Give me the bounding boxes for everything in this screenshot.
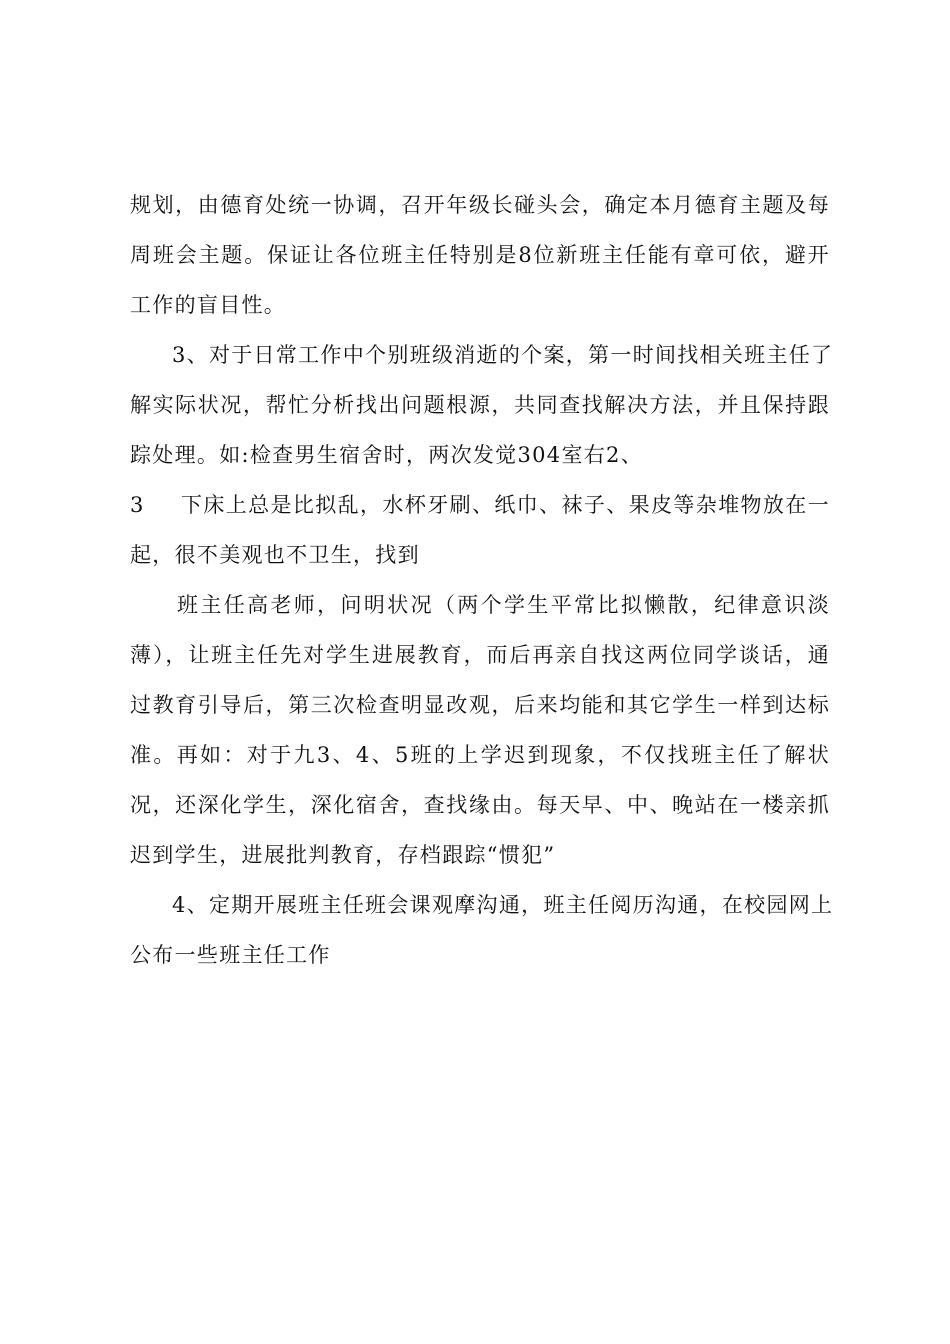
text-line: 下床上总是比拟乱，水杯牙刷、纸巾、袜子、果皮等杂堆物放在一 xyxy=(181,493,830,517)
text-line: 况，还深化学生，深化宿舍，查找缘由。每天早、中、晚站在一楼亲抓 xyxy=(130,793,830,817)
text-line: 起，很不美观也不卫生，找到 xyxy=(130,543,420,567)
text-line: 规划，由德育处统一协调，召开年级长碰头会，确定本月德育主题及每 xyxy=(130,193,830,217)
text-line: 薄），让班主任先对学生进展教育，而后再亲自找这两位同学谈话，通 xyxy=(130,643,830,667)
text-line: 过教育引导后，第三次检查明显改观，后来均能和其它学生一样到达标 xyxy=(130,693,830,717)
text-line: 踪处理。如:检查男生宿舍时，两次发觉304室右2、 xyxy=(130,443,644,467)
text-line: 准。再如：对于九3、4、5班的上学迟到现象，不仅找班主任了解状 xyxy=(130,743,830,767)
text-line: 公布一些班主任工作 xyxy=(130,943,331,967)
text-line: 迟到学生，进展批判教育，存档跟踪“惯犯” xyxy=(130,843,556,867)
text-line: 3、对于日常工作中个别班级消逝的个案，第一时间找相关班主任了 xyxy=(172,343,834,367)
text-line: 解实际状况，帮忙分析找出问题根源，共同查找解决方法，并且保持跟 xyxy=(130,393,830,417)
text-line: 班主任高老师，问明状况（两个学生平常比拟懒散，纪律意识淡 xyxy=(177,593,830,617)
list-number: 3 xyxy=(130,493,144,517)
text-line: 4、定期开展班主任班会课观摩沟通，班主任阅历沟通，在校园网上 xyxy=(172,893,834,917)
text-line: 周班会主题。保证让各位班主任特别是8位新班主任能有章可依，避开 xyxy=(130,243,830,267)
text-line: 工作的盲目性。 xyxy=(130,293,287,317)
